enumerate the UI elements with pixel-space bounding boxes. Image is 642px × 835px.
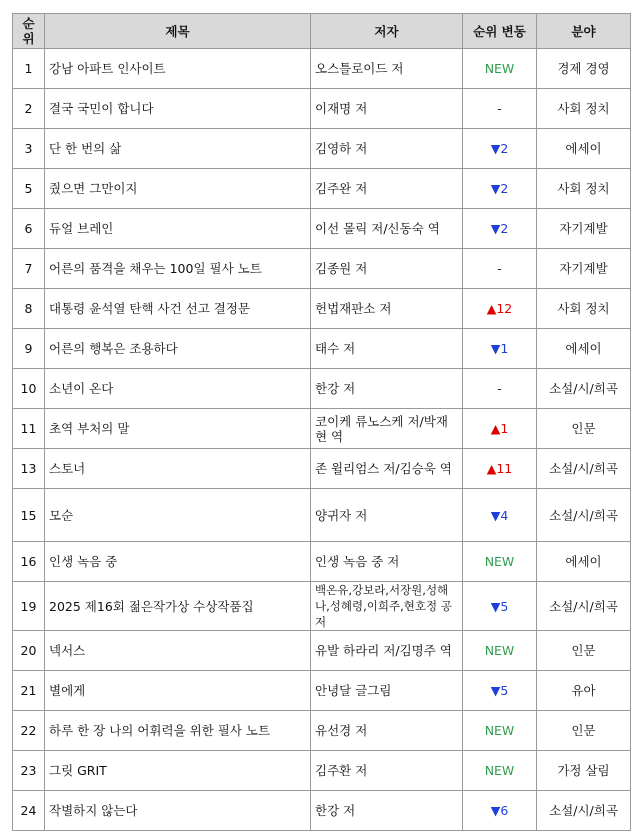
change-cell: ▲1 <box>463 409 537 449</box>
rank-cell: 8 <box>13 289 45 329</box>
title-cell: 강남 아파트 인사이트 <box>45 49 311 89</box>
author-cell: 오스틀로이드 저 <box>311 49 463 89</box>
change-cell: ▼5 <box>463 671 537 711</box>
rank-cell: 13 <box>13 449 45 489</box>
author-cell: 한강 저 <box>311 369 463 409</box>
title-cell: 대통령 윤석열 탄핵 사건 선고 결정문 <box>45 289 311 329</box>
title-cell: 넥서스 <box>45 631 311 671</box>
table-row <box>13 289 631 329</box>
genre-cell: 소설/시/희곡 <box>537 449 631 489</box>
title-cell: 결국 국민이 합니다 <box>45 89 311 129</box>
title-cell: 어른의 품격을 채우는 100일 필사 노트 <box>45 249 311 289</box>
rank-cell: 20 <box>13 631 45 671</box>
author-cell: 김주완 저 <box>311 169 463 209</box>
title-cell: 모순 <box>45 489 311 542</box>
title-cell: 스토너 <box>45 449 311 489</box>
table-row <box>13 751 631 791</box>
bestseller-table <box>12 13 631 831</box>
title-cell: 소년이 온다 <box>45 369 311 409</box>
title-cell: 하루 한 장 나의 어휘력을 위한 필사 노트 <box>45 711 311 751</box>
change-cell: ▼5 <box>463 582 537 631</box>
rank-cell: 5 <box>13 169 45 209</box>
table-row <box>13 449 631 489</box>
table-row <box>13 329 631 369</box>
rank-cell: 7 <box>13 249 45 289</box>
change-cell: - <box>463 369 537 409</box>
table-row <box>13 169 631 209</box>
change-cell: ▼4 <box>463 489 537 542</box>
author-cell: 양귀자 저 <box>311 489 463 542</box>
change-cell: - <box>463 89 537 129</box>
genre-cell: 유아 <box>537 671 631 711</box>
table-row <box>13 89 631 129</box>
author-cell: 이선 몰릭 저/신동숙 역 <box>311 209 463 249</box>
table-row <box>13 631 631 671</box>
author-cell: 존 윌리엄스 저/김승욱 역 <box>311 449 463 489</box>
author-cell: 유발 하라리 저/김명주 역 <box>311 631 463 671</box>
title-cell: 단 한 번의 삶 <box>45 129 311 169</box>
change-cell: ▲11 <box>463 449 537 489</box>
title-cell: 그릿 GRIT <box>45 751 311 791</box>
rank-cell: 16 <box>13 542 45 582</box>
header-row <box>13 14 631 49</box>
change-cell: ▲12 <box>463 289 537 329</box>
genre-cell: 자기계발 <box>537 209 631 249</box>
rank-cell: 3 <box>13 129 45 169</box>
author-cell: 이재명 저 <box>311 89 463 129</box>
author-cell: 태수 저 <box>311 329 463 369</box>
genre-cell: 소설/시/희곡 <box>537 489 631 542</box>
table-row <box>13 129 631 169</box>
title-cell: 작별하지 않는다 <box>45 791 311 831</box>
table-row <box>13 489 631 542</box>
table-row <box>13 49 631 89</box>
author-cell: 백온유,강보라,서장원,성해나,성혜령,이희주,현호정 공저 <box>311 582 463 631</box>
table-row <box>13 209 631 249</box>
table-row <box>13 542 631 582</box>
table-row <box>13 582 631 631</box>
change-cell: - <box>463 249 537 289</box>
author-cell: 김주환 저 <box>311 751 463 791</box>
header-change: 순위 변동 <box>463 14 537 49</box>
header-author: 저자 <box>311 14 463 49</box>
rank-cell: 24 <box>13 791 45 831</box>
genre-cell: 에세이 <box>537 329 631 369</box>
rank-cell: 19 <box>13 582 45 631</box>
header-title: 제목 <box>45 14 311 49</box>
genre-cell: 사회 정치 <box>537 89 631 129</box>
table-body <box>13 49 631 831</box>
change-cell: NEW <box>463 631 537 671</box>
rank-cell: 23 <box>13 751 45 791</box>
genre-cell: 소설/시/희곡 <box>537 369 631 409</box>
rank-cell: 1 <box>13 49 45 89</box>
genre-cell: 인문 <box>537 631 631 671</box>
genre-cell: 가정 살림 <box>537 751 631 791</box>
genre-cell: 사회 정치 <box>537 169 631 209</box>
change-cell: ▼1 <box>463 329 537 369</box>
table-row <box>13 711 631 751</box>
genre-cell: 에세이 <box>537 129 631 169</box>
rank-cell: 6 <box>13 209 45 249</box>
author-cell: 김영하 저 <box>311 129 463 169</box>
change-cell: ▼2 <box>463 169 537 209</box>
table-row <box>13 791 631 831</box>
genre-cell: 인문 <box>537 409 631 449</box>
author-cell: 안녕달 글그림 <box>311 671 463 711</box>
author-cell: 코이케 류노스케 저/박재현 역 <box>311 409 463 449</box>
change-cell: ▼6 <box>463 791 537 831</box>
genre-cell: 경제 경영 <box>537 49 631 89</box>
genre-cell: 소설/시/희곡 <box>537 582 631 631</box>
change-cell: NEW <box>463 49 537 89</box>
genre-cell: 사회 정치 <box>537 289 631 329</box>
genre-cell: 인문 <box>537 711 631 751</box>
header-rank: 순위 <box>13 14 45 49</box>
rank-cell: 21 <box>13 671 45 711</box>
rank-cell: 2 <box>13 89 45 129</box>
change-cell: NEW <box>463 711 537 751</box>
rank-cell: 22 <box>13 711 45 751</box>
header-genre: 분야 <box>537 14 631 49</box>
table-row <box>13 249 631 289</box>
table-row <box>13 409 631 449</box>
author-cell: 인생 녹음 중 저 <box>311 542 463 582</box>
change-cell: ▼2 <box>463 209 537 249</box>
rank-cell: 9 <box>13 329 45 369</box>
title-cell: 듀얼 브레인 <box>45 209 311 249</box>
author-cell: 유선경 저 <box>311 711 463 751</box>
title-cell: 인생 녹음 중 <box>45 542 311 582</box>
rank-cell: 11 <box>13 409 45 449</box>
title-cell: 2025 제16회 젊은작가상 수상작품집 <box>45 582 311 631</box>
rank-cell: 15 <box>13 489 45 542</box>
author-cell: 한강 저 <box>311 791 463 831</box>
change-cell: NEW <box>463 751 537 791</box>
author-cell: 헌법재판소 저 <box>311 289 463 329</box>
genre-cell: 에세이 <box>537 542 631 582</box>
table-row <box>13 369 631 409</box>
genre-cell: 자기계발 <box>537 249 631 289</box>
genre-cell: 소설/시/희곡 <box>537 791 631 831</box>
change-cell: ▼2 <box>463 129 537 169</box>
title-cell: 어른의 행복은 조용하다 <box>45 329 311 369</box>
title-cell: 줬으면 그만이지 <box>45 169 311 209</box>
change-cell: NEW <box>463 542 537 582</box>
title-cell: 초역 부처의 말 <box>45 409 311 449</box>
title-cell: 별에게 <box>45 671 311 711</box>
author-cell: 김종원 저 <box>311 249 463 289</box>
rank-cell: 10 <box>13 369 45 409</box>
table-row <box>13 671 631 711</box>
